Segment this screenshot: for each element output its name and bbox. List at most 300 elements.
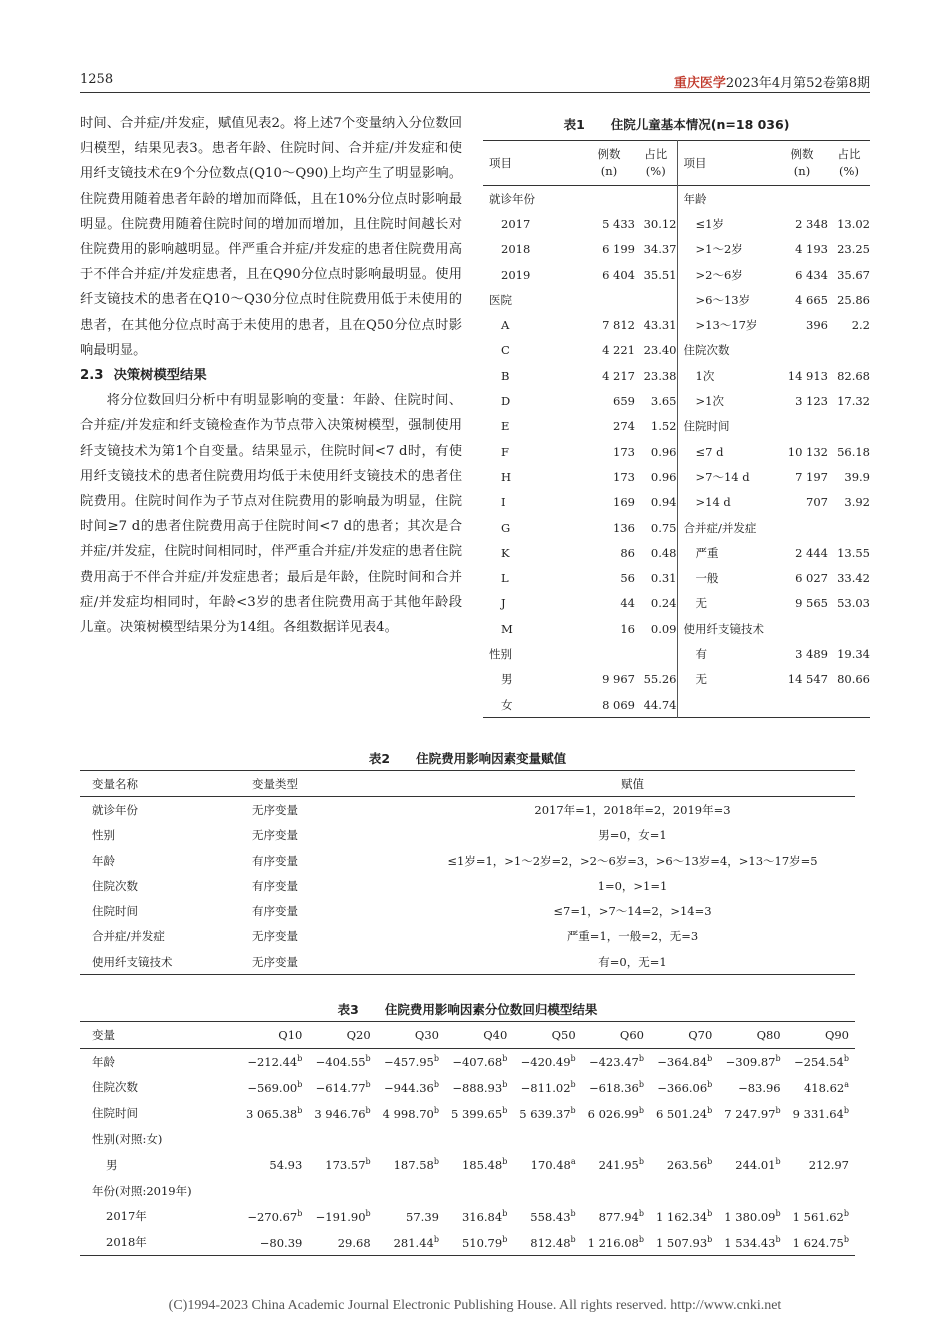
table2-assignment: 2017年=1，2018年=2，2019年=3 (534, 802, 731, 817)
table2-label: 表2 (368, 751, 391, 766)
table1-right-pct: 56.18 (837, 444, 870, 459)
significance-marker: b (707, 1105, 713, 1115)
section-title: 决策树模型结果 (113, 368, 207, 384)
table1-right-item: 年龄 (677, 186, 776, 212)
table2-var-type: 有序变量 (252, 878, 298, 893)
table3-cell (308, 1100, 376, 1126)
table1-left-count (583, 641, 635, 666)
table1-right-item: 严重 (677, 540, 776, 565)
table1-left-item: D (501, 394, 511, 409)
table1-left-pct: 23.38 (643, 368, 677, 383)
table3-cell (513, 1204, 581, 1230)
table3-cell (240, 1178, 308, 1204)
table3-value: −457.95 (383, 1055, 434, 1070)
table3-label: 表3 (337, 1002, 359, 1017)
table1-right-count: 4 193 (795, 242, 828, 257)
table1-left-pct: 23.40 (643, 343, 677, 358)
section-number: 2.3 (80, 368, 104, 384)
table3-cell (787, 1178, 855, 1204)
table3-value: −270.67 (247, 1209, 298, 1224)
table1-left-pct: 35.51 (643, 267, 677, 282)
table1-left-pct: 43.31 (643, 318, 677, 333)
table1-left-pct: 34.37 (643, 242, 677, 257)
table-row (483, 237, 870, 262)
table3-cell (308, 1178, 376, 1204)
table1-right-pct (828, 515, 870, 540)
table-row (80, 848, 855, 873)
table2-var-name: 就诊年份 (92, 802, 138, 817)
table1 (483, 140, 870, 718)
table1-right-pct: 25.86 (837, 292, 870, 307)
table1-left-count: 7 812 (602, 318, 635, 333)
table3-value: −80.39 (259, 1235, 303, 1250)
table3-value: 3 065.38 (245, 1106, 298, 1121)
table2-caption (80, 749, 855, 767)
table3-cell (240, 1126, 308, 1152)
table3-header-cell: Q40 (483, 1027, 508, 1042)
table3-cell (377, 1100, 445, 1126)
table1-right-item: 使用纤支镜技术 (677, 616, 776, 641)
table3-value: 5 639.37 (519, 1106, 571, 1121)
table3-cell (445, 1048, 513, 1074)
significance-marker: b (843, 1054, 849, 1064)
table3-cell (308, 1229, 376, 1255)
table3-value: −420.49 (520, 1055, 571, 1070)
table3-cell (787, 1152, 855, 1178)
table1-left-item: 女 (501, 697, 513, 712)
table1-right-pct: 33.42 (837, 571, 870, 586)
significance-marker: b (638, 1080, 644, 1090)
table3-cell (718, 1126, 786, 1152)
table3-cell (787, 1075, 855, 1101)
table3-cell (308, 1048, 376, 1074)
table-row (483, 490, 870, 515)
table3-value: −944.36 (383, 1080, 434, 1095)
table3-value: 173.57 (325, 1158, 366, 1173)
table1-left-item: L (501, 571, 509, 586)
significance-marker: b (638, 1054, 644, 1064)
table3-value: −569.00 (247, 1080, 298, 1095)
table1-left-item: 2019 (501, 267, 531, 282)
table3-header-cell: 变量 (92, 1027, 115, 1042)
table3-cell (308, 1075, 376, 1101)
table-row (483, 211, 870, 236)
table3-cell (650, 1100, 718, 1126)
table3-var-name: 年份(对照:2019年) (92, 1183, 192, 1198)
table3-cell (513, 1126, 581, 1152)
table1-header-count-right: 例数 (n) (790, 147, 814, 178)
table1-right-count: 7 197 (795, 469, 828, 484)
table3-header-cell: Q60 (619, 1027, 644, 1042)
table1-left-count: 173 (613, 444, 635, 459)
table1-left-count (583, 287, 635, 312)
significance-marker: b (775, 1234, 781, 1244)
table3-cell (787, 1126, 855, 1152)
table1-left-count: 4 217 (602, 368, 635, 383)
significance-marker: b (502, 1054, 508, 1064)
table2-header-cell: 变量类型 (252, 776, 298, 791)
table3-value: −618.36 (588, 1080, 639, 1095)
table1-right-pct (828, 616, 870, 641)
table3-value: 244.01 (735, 1158, 776, 1173)
table3-cell (377, 1126, 445, 1152)
table1-right-pct: 3.92 (844, 495, 870, 510)
table3-cell (582, 1229, 650, 1255)
table2-var-type: 无序变量 (252, 929, 298, 944)
table-row (483, 667, 870, 692)
table3-value: 170.48 (530, 1158, 571, 1173)
table3-cell (513, 1048, 581, 1074)
table3-value: 1 534.43 (724, 1235, 776, 1250)
left-column-text (80, 111, 462, 640)
table-row (80, 924, 855, 949)
table1-left-pct (635, 287, 677, 312)
table-row (80, 898, 855, 923)
table3-value: 316.84 (461, 1209, 503, 1224)
table1-right-item: 住院时间 (677, 414, 776, 439)
table3-var-name: 年龄 (92, 1054, 115, 1069)
table3-cell (787, 1204, 855, 1230)
significance-marker: b (570, 1080, 576, 1090)
table3-value: 263.56 (666, 1158, 708, 1173)
significance-marker: b (365, 1105, 371, 1115)
table1-right-count: 14 547 (787, 672, 828, 687)
table1-left-pct (635, 641, 677, 666)
table1-left-pct: 30.12 (643, 216, 677, 231)
table-row (80, 1126, 855, 1152)
table1-right-item: ≤7 d (677, 439, 776, 464)
table1-right-item: >14 d (677, 490, 776, 515)
table1-left-item: 男 (501, 672, 513, 687)
table3 (80, 1021, 855, 1256)
table3-cell (787, 1100, 855, 1126)
table3-cell (445, 1178, 513, 1204)
table1-label: 表1 (563, 117, 585, 132)
table3-value: 57.39 (406, 1209, 439, 1224)
table3-value: 1 216.08 (587, 1235, 639, 1250)
significance-marker: b (433, 1080, 439, 1090)
table-row (483, 287, 870, 312)
table1-left-pct: 55.26 (643, 672, 677, 687)
table3-cell (718, 1100, 786, 1126)
significance-marker: b (297, 1105, 303, 1115)
table1-left-item: G (501, 520, 511, 535)
table1-left-pct: 0.24 (650, 596, 677, 611)
table3-header-cell: Q80 (756, 1027, 781, 1042)
table2-var-name: 住院时间 (92, 904, 138, 919)
table3-value: 1 561.62 (792, 1209, 844, 1224)
table1-header-item: 项目 (489, 156, 512, 170)
table3-value: 185.48 (461, 1158, 503, 1173)
table1-left-item: 就诊年份 (489, 191, 535, 206)
table1-right-pct: 19.34 (837, 646, 870, 661)
table3-cell (513, 1100, 581, 1126)
table1-right-count (776, 414, 828, 439)
table1-right-item: >6～13岁 (677, 287, 776, 312)
header-rule (80, 92, 870, 93)
table1-right-count: 6 027 (795, 571, 828, 586)
table-row (80, 1152, 855, 1178)
table3-cell (650, 1229, 718, 1255)
table-row (483, 464, 870, 489)
table1-left-count: 5 433 (602, 216, 635, 231)
table1-right-count (776, 515, 828, 540)
table3-value: 9 331.64 (792, 1106, 844, 1121)
table1-left-count: 6 404 (602, 267, 635, 282)
table2-var-type: 无序变量 (252, 828, 298, 843)
copyright-footer: (C)1994-2023 China Academic Journal Electronic Publishing House. All rights reserved. http://www.cnki.net (168, 1298, 782, 1313)
table3-cell (650, 1204, 718, 1230)
table3-cell (445, 1229, 513, 1255)
table1-right-pct: 53.03 (837, 596, 870, 611)
significance-marker: b (297, 1080, 303, 1090)
table3-cell (718, 1178, 786, 1204)
significance-marker: b (707, 1080, 713, 1090)
table1-left-item: F (501, 444, 509, 459)
table1-right-count: 3 489 (795, 646, 828, 661)
table3-cell (445, 1204, 513, 1230)
table2-assignment: 严重=1，一般=2，无=3 (566, 929, 699, 944)
table3-cell (787, 1048, 855, 1074)
table1-left-item: C (501, 343, 510, 358)
table1-right-pct: 39.9 (844, 469, 870, 484)
significance-marker: b (775, 1105, 781, 1115)
table3-cell (308, 1126, 376, 1152)
table3-value: −364.84 (657, 1055, 708, 1070)
table3-cell (582, 1126, 650, 1152)
table-row (483, 515, 870, 540)
table1-left-pct: 1.52 (650, 419, 677, 434)
table3-var-name: 住院次数 (92, 1080, 138, 1095)
table1-header-pct: 占比 (%) (644, 147, 668, 178)
table1-body (483, 186, 870, 718)
significance-marker: b (843, 1209, 849, 1219)
table3-value: −309.87 (725, 1055, 776, 1070)
table3-cell (513, 1229, 581, 1255)
table3-value: 6 501.24 (655, 1106, 708, 1121)
table3-value: 54.93 (269, 1158, 303, 1173)
table2-var-name: 合并症/并发症 (92, 929, 165, 944)
table-row (483, 692, 870, 718)
page-number: 1258 (80, 72, 114, 87)
paragraph-2: 将分位数回归分析中有明显影响的变量：年龄、住院时间、合并症/并发症和纤支镜检查作为节点带入决策树模型，强制使用纤支镜技术为第1个自变量。结果显示，住院时间<7 d时，有使用纤支镜技术的患者住院费用均低于未使用纤支镜技术的患者住院费用。住院时间作为子节点对住院费用的影响最为明显，住院时间≥7 d的患者住院费用高于住院时间<7 d的患者；其次是合并症/并发症，住院时间相同时，伴严重合并症/并发症的患者住院费用高于不伴合并症/并发症患者；最后是年龄，住院时间和合并症/并发症均相同时，年龄<3岁的患者住院费用高于其他年龄段儿童。决策树模型结果分为14组。各组数据详见表4。 (80, 393, 462, 636)
table3-value: 510.79 (461, 1235, 503, 1250)
table1-right-pct (828, 692, 870, 718)
table1-left-item: B (501, 368, 510, 383)
table3-cell (445, 1152, 513, 1178)
table1-left-count: 86 (620, 545, 635, 560)
table2-var-type: 无序变量 (252, 954, 298, 969)
table1-right-count: 4 665 (795, 292, 828, 307)
journal-header (674, 72, 870, 91)
table1-right-pct (828, 186, 870, 212)
table3-value: −254.54 (794, 1055, 844, 1070)
table1-right-item: >7～14 d (677, 464, 776, 489)
table1-header-count: 例数 (n) (597, 147, 621, 178)
table2-var-type: 有序变量 (252, 904, 298, 919)
table3-var-name: 住院时间 (92, 1106, 138, 1121)
table3-cell (308, 1204, 376, 1230)
table1-left-count: 6 199 (602, 242, 635, 257)
table3-value: 29.68 (337, 1235, 371, 1250)
table3-cell (582, 1075, 650, 1101)
table1-right-item: 1次 (677, 363, 776, 388)
table3-cell (650, 1152, 718, 1178)
table3-cell (240, 1048, 308, 1074)
table1-left-count: 169 (613, 495, 635, 510)
table1-left-item: E (501, 419, 510, 434)
table3-value: 1 380.09 (724, 1209, 776, 1224)
table1-right-count: 396 (806, 318, 828, 333)
table3-cell (718, 1152, 786, 1178)
table3-value: −407.68 (452, 1055, 503, 1070)
table3-value: 4 998.70 (382, 1106, 434, 1121)
table3-cell (377, 1075, 445, 1101)
table1-right-item: ≤1岁 (677, 211, 776, 236)
table2-assignment: 1=0，>1=1 (597, 878, 668, 893)
table1-right-pct: 2.2 (851, 318, 870, 333)
table3-value: −366.06 (657, 1080, 708, 1095)
table3-cell (513, 1178, 581, 1204)
table3-header-cell: Q30 (414, 1027, 439, 1042)
table3-var-name: 男 (106, 1157, 118, 1172)
table3-cell (582, 1152, 650, 1178)
table1-caption (483, 115, 870, 133)
table1-left-item: A (501, 318, 510, 333)
table3-cell (377, 1229, 445, 1255)
table1-right-pct: 13.55 (837, 545, 870, 560)
significance-marker: b (707, 1054, 713, 1064)
table1-left-pct: 44.74 (643, 697, 677, 712)
table1-right-pct: 13.02 (837, 216, 870, 231)
table3-cell (445, 1126, 513, 1152)
table1-header-pct-right: 占比 (%) (837, 147, 861, 178)
table2-var-type: 有序变量 (252, 853, 298, 868)
significance-marker: b (775, 1209, 781, 1219)
table3-value: −423.47 (588, 1055, 639, 1070)
table3-value: 1 162.34 (655, 1209, 708, 1224)
table2-assignment: ≤1岁=1，>1～2岁=2，>2～6岁=3，>6～13岁=4，>13～17岁=5 (447, 853, 818, 868)
table-row (80, 1204, 855, 1230)
table1-left-item: 2018 (501, 242, 531, 257)
table3-title: 住院费用影响因素分位数回归模型结果 (384, 1002, 598, 1017)
table1-right-pct: 17.32 (837, 394, 870, 409)
table1-header-row (483, 141, 870, 186)
table3-cell (582, 1204, 650, 1230)
table1-right-item: >13～17岁 (677, 312, 776, 337)
table1-left-count: 16 (620, 621, 635, 636)
table-row (483, 616, 870, 641)
table3-cell (240, 1152, 308, 1178)
table1-left-pct: 0.31 (650, 571, 677, 586)
table1-left-count: 8 069 (602, 697, 635, 712)
table3-value: 558.43 (530, 1209, 571, 1224)
table1-left-item: K (501, 545, 510, 560)
table-row (483, 565, 870, 590)
table2-assignment: 有=0，无=1 (598, 954, 667, 969)
table-row (80, 949, 855, 975)
table3-value: 877.94 (598, 1209, 639, 1224)
table1-left-pct: 0.94 (650, 495, 677, 510)
table3-var-name: 性别(对照:女) (92, 1132, 163, 1147)
table3-value: 7 247.97 (724, 1106, 776, 1121)
table3-cell (377, 1204, 445, 1230)
table3-value: 418.62 (803, 1080, 845, 1095)
table2-header-cell: 变量名称 (92, 776, 138, 791)
table3-value: 3 946.76 (314, 1106, 366, 1121)
table3-value: −614.77 (315, 1080, 366, 1095)
table1-left-pct: 0.48 (650, 545, 677, 560)
significance-marker: b (365, 1157, 371, 1167)
table-row (80, 823, 855, 848)
table2-assignment: ≤7=1，>7～14=2，>14=3 (553, 904, 712, 919)
significance-marker: a (570, 1157, 576, 1167)
significance-marker: b (297, 1054, 303, 1064)
significance-marker: a (844, 1080, 849, 1090)
table3-value: −811.02 (520, 1080, 571, 1095)
table1-right-count: 2 444 (795, 545, 828, 560)
table1-right-item: >1～2岁 (677, 237, 776, 262)
table-row (80, 1100, 855, 1126)
table-row (483, 186, 870, 212)
table1-right-count (776, 692, 828, 718)
table-row (483, 439, 870, 464)
table1-left-item: 性别 (489, 646, 512, 661)
significance-marker: b (707, 1234, 713, 1244)
table1-left-item: M (501, 621, 513, 636)
table-row (483, 312, 870, 337)
section-heading (80, 363, 462, 388)
table1-right-item: >1次 (677, 388, 776, 413)
table3-header-cell: Q90 (824, 1027, 849, 1042)
table1-right-pct (828, 414, 870, 439)
significance-marker: b (365, 1054, 371, 1064)
journal-issue: 2023年4月第52卷第8期 (725, 76, 870, 91)
significance-marker: b (502, 1209, 508, 1219)
significance-marker: b (638, 1209, 644, 1219)
table3-value: 212.97 (808, 1158, 849, 1173)
table3-header-cell: Q50 (551, 1027, 576, 1042)
significance-marker: b (707, 1209, 713, 1219)
table3-cell (513, 1152, 581, 1178)
table3-header-cell: Q10 (278, 1027, 303, 1042)
table1-right-count: 9 565 (795, 596, 828, 611)
table1-left-pct: 0.96 (650, 444, 677, 459)
table1-title: 住院儿童基本情况(n=18 036) (610, 117, 790, 132)
significance-marker: b (433, 1105, 439, 1115)
table1-left-pct: 0.09 (650, 621, 677, 636)
table-row (483, 641, 870, 666)
significance-marker: b (775, 1054, 781, 1064)
table1-left-count: 274 (613, 419, 635, 434)
table3-cell (718, 1075, 786, 1101)
table1-header-item-right: 项目 (677, 141, 776, 186)
table3-value: 1 624.75 (792, 1235, 844, 1250)
table1-left-count: 173 (613, 469, 635, 484)
table2-var-name: 住院次数 (92, 878, 138, 893)
significance-marker: b (365, 1209, 371, 1219)
table3-cell (377, 1178, 445, 1204)
significance-marker: b (365, 1080, 371, 1090)
significance-marker: b (502, 1105, 508, 1115)
significance-marker: b (502, 1157, 508, 1167)
table3-cell (445, 1100, 513, 1126)
table1-right-pct: 80.66 (837, 672, 870, 687)
table-row (483, 414, 870, 439)
table3-cell (240, 1075, 308, 1101)
significance-marker: b (570, 1234, 576, 1244)
table1-right-pct (828, 338, 870, 363)
